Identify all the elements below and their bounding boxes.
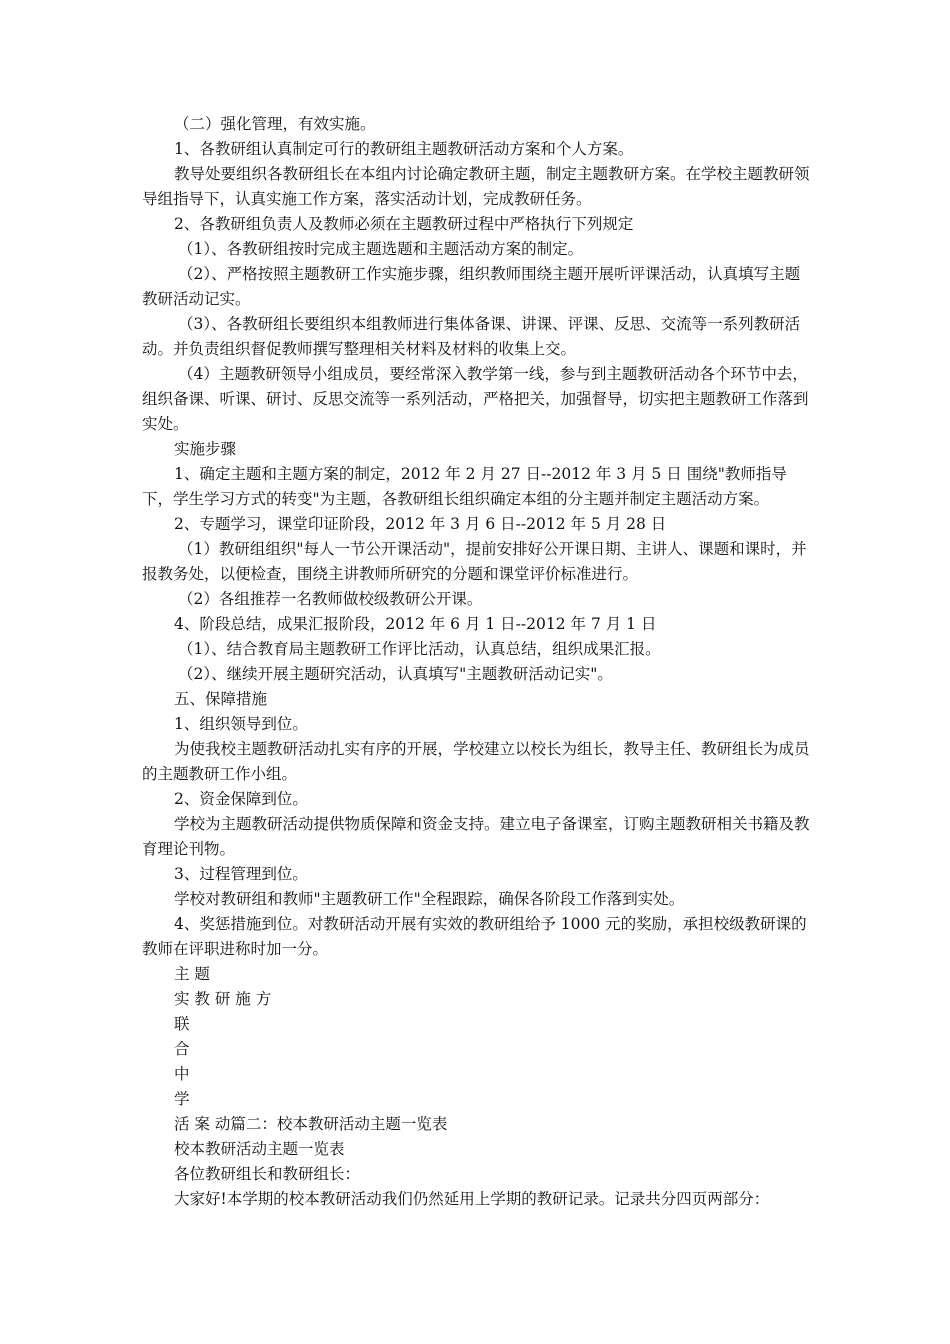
section-heading: 校本教研活动主题一览表 — [174, 1140, 345, 1158]
paragraph: 2、专题学习，课堂印证阶段，2012 年 3 月 6 日--2012 年 5 月 28 日 — [174, 515, 667, 533]
paragraph: （3）、各教研组长要组织本组教师进行集体备课、讲课、评课、反思、交流等一系列教研活动。并负责组织督促教师撰写整理相关材料及材料的收集上交。 — [142, 315, 801, 358]
paragraph: （1）教研组组织"每人一节公开课活动"，提前安排好公开课日期、主讲人、课题和课时，并报教务处，以便检查，围绕主讲教师所研究的分题和课堂评价标准进行。 — [142, 540, 807, 583]
paragraph: 实 教 研 施 方 — [174, 990, 272, 1008]
paragraph: 1、组织领导到位。 — [174, 715, 308, 733]
paragraph: 学校对教研组和教师"主题教研工作"全程跟踪，确保各阶段工作落到实处。 — [174, 890, 685, 908]
paragraph: 学校为主题教研活动提供物质保障和资金支持。建立电子备课室，订购主题教研相关书籍及教育理论刊物。 — [142, 815, 810, 858]
document-body — [142, 112, 812, 1212]
paragraph: 教导处要组织各教研组长在本组内讨论确定教研主题，制定主题教研方案。在学校主题教研领导组指导下，认真实施工作方案，落实活动计划，完成教研任务。 — [142, 165, 810, 208]
paragraph: （1）、结合教育局主题教研工作评比活动，认真总结，组织成果汇报。 — [178, 640, 661, 658]
paragraph: 1、确定主题和主题方案的制定，2012 年 2 月 27 日--2012 年 3 月 5 日 围绕"教师指导下，学生学习方式的转变"为主题，各教研组长组织确定本组的分主题并制定主题活动方案。 — [142, 465, 787, 508]
paragraph: 3、过程管理到位。 — [174, 865, 308, 883]
paragraph: 4、阶段总结，成果汇报阶段，2012 年 6 月 1 日--2012 年 7 月 1 日 — [174, 615, 657, 633]
paragraph: 2、资金保障到位。 — [174, 790, 308, 808]
paragraph: 2、各教研组负责人及教师必须在主题教研过程中严格执行下列规定 — [174, 215, 634, 233]
section-heading: （二）强化管理，有效实施。 — [174, 115, 376, 133]
paragraph: 为使我校主题教研活动扎实有序的开展，学校建立以校长为组长，教导主任、教研组长为成员的主题教研工作小组。 — [142, 740, 810, 783]
paragraph: 各位教研组长和教研组长： — [174, 1165, 361, 1183]
paragraph: 主 题 — [174, 965, 210, 983]
paragraph: 联 — [174, 1015, 190, 1033]
paragraph: （2）、继续开展主题研究活动，认真填写"主题教研活动记实"。 — [178, 665, 613, 683]
paragraph: 大家好!本学期的校本教研活动我们仍然延用上学期的教研记录。记录共分四页两部分： — [174, 1190, 770, 1208]
section-heading: 实施步骤 — [174, 440, 237, 458]
paragraph: 1、各教研组认真制定可行的教研组主题教研活动方案和个人方案。 — [174, 140, 634, 158]
paragraph: 4、奖惩措施到位。对教研活动开展有实效的教研组给予 1000 元的奖励，承担校级教研课的教师在评职进称时加一分。 — [142, 915, 807, 958]
paragraph: 合 — [174, 1040, 190, 1058]
paragraph: （1）、各教研组按时完成主题选题和主题活动方案的制定。 — [178, 240, 584, 258]
section-heading: 五、保障措施 — [174, 690, 268, 708]
paragraph: （4）主题教研领导小组成员，要经常深入教学第一线，参与到主题教研活动各个环节中去，组织备课、听课、研讨、反思交流等一系列活动，严格把关，加强督导，切实把主题教研工作落到实处。 — [142, 365, 809, 433]
paragraph: 中 — [174, 1065, 190, 1083]
paragraph: 学 — [174, 1090, 190, 1108]
paragraph: （2）各组推荐一名教师做校级教研公开课。 — [178, 590, 483, 608]
paragraph: （2）、严格按照主题教研工作实施步骤，组织教师围绕主题开展听评课活动，认真填写主题教研活动记实。 — [142, 265, 801, 308]
paragraph: 活 案 动篇二：校本教研活动主题一览表 — [174, 1115, 448, 1133]
